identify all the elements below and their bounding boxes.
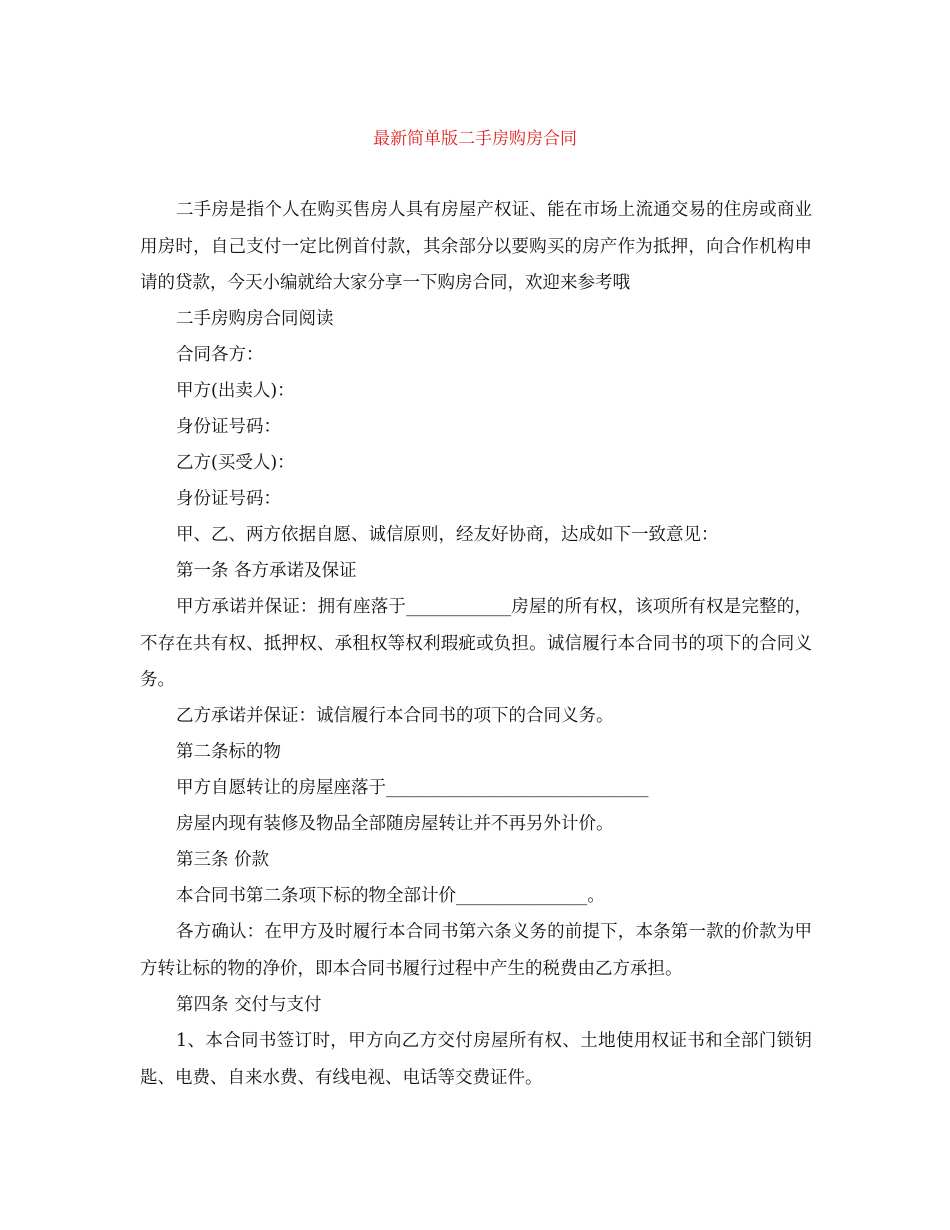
article-3-confirm: 各方确认：在甲方及时履行本合同书第六条义务的前提下，本条第一款的价款为甲方转让标的物的净价，即本合同书履行过程中产生的税费由乙方承担。 <box>140 922 812 979</box>
article-3-price: 本合同书第二条项下标的物全部计价_______________。 <box>176 886 605 906</box>
agreement-line: 甲、乙、两方依据自愿、诚信原则，经友好协商，达成如下一致意见： <box>176 525 719 545</box>
party-a-line: 甲方(出卖人)： <box>176 381 295 401</box>
article-2-location: 甲方自愿转让的房屋座落于______________________________ <box>176 778 649 798</box>
article-2-contents: 房屋内现有装修及物品全部随房屋转让并不再另外计价。 <box>176 814 614 834</box>
id-a-line: 身份证号码： <box>176 417 281 437</box>
article-1-party-a: 甲方承诺并保证：拥有座落于____________房屋的所有权，该项所有权是完整的，不存在共有权、抵押权、承租权等权利瑕疵或负担。诚信履行本合同书的项下的合同义务。 <box>140 597 812 690</box>
article-2-heading: 第二条标的物 <box>176 742 281 762</box>
id-b-line: 身份证号码： <box>176 489 281 509</box>
article-4-heading: 第四条 交付与支付 <box>176 995 322 1015</box>
document-title: 最新简单版二手房购房合同 <box>373 129 577 149</box>
subtitle-line: 二手房购房合同阅读 <box>176 309 334 329</box>
article-1-heading: 第一条 各方承诺及保证 <box>176 561 357 581</box>
article-3-heading: 第三条 价款 <box>176 850 270 870</box>
intro-paragraph: 二手房是指个人在购买售房人具有房屋产权证、能在市场上流通交易的住房或商业用房时，自己支付一定比例首付款，其余部分以要购买的房产作为抵押，向合作机构申请的贷款，今天小编就给大家分享一下购房合同，欢迎来参考哦 <box>140 200 812 293</box>
party-b-line: 乙方(买受人)： <box>176 453 295 473</box>
parties-line: 合同各方： <box>176 345 264 365</box>
article-4-item-1: 1、本合同书签订时，甲方向乙方交付房屋所有权、土地使用权证书和全部门锁钥匙、电费、自来水费、有线电视、电话等交费证件。 <box>140 1031 812 1088</box>
article-1-party-b: 乙方承诺并保证：诚信履行本合同书的项下的合同义务。 <box>176 706 614 726</box>
